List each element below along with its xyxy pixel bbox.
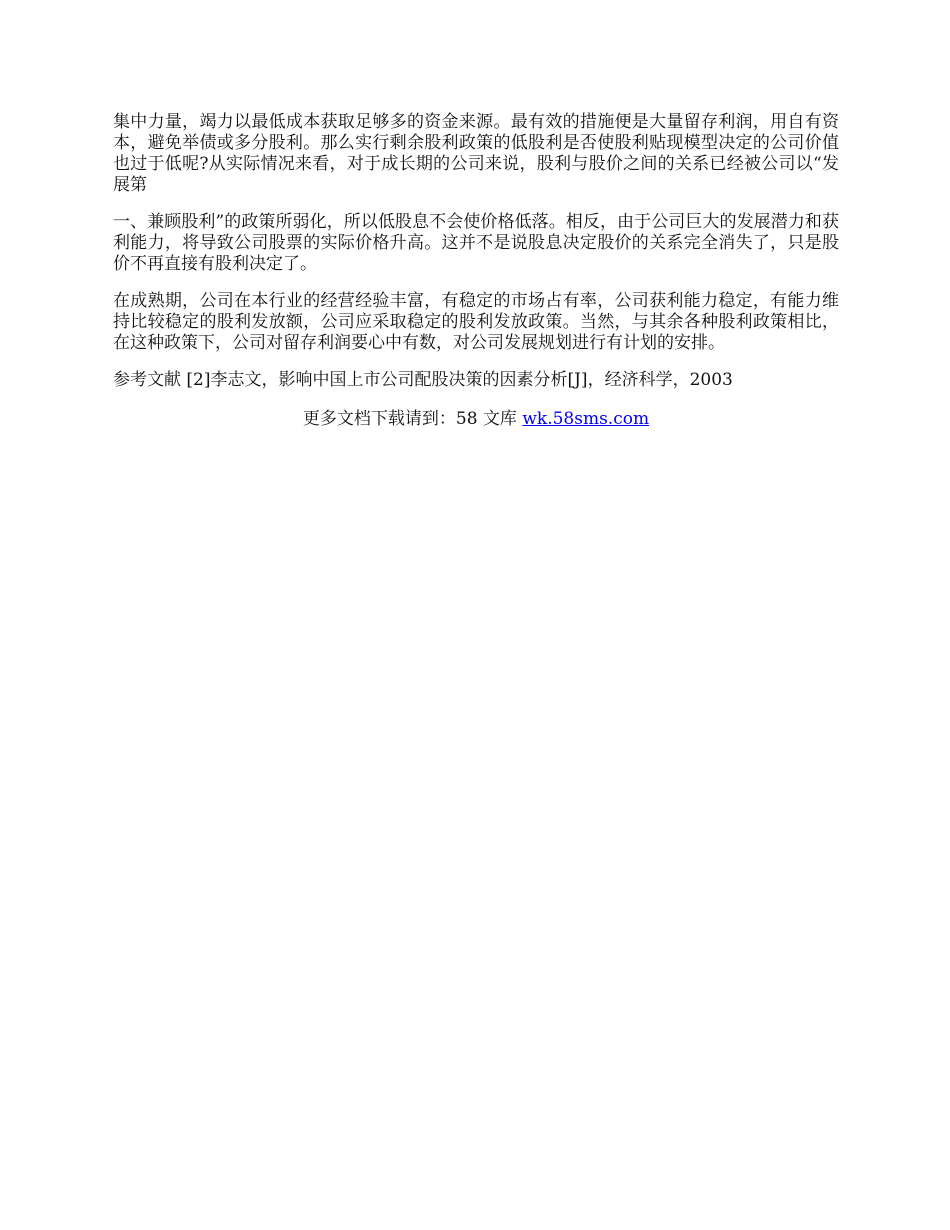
download-footer: [113, 409, 839, 430]
paragraph-2: 一、兼顾股利”的政策所弱化，所以低股息不会使价格低落。相反，由于公司巨大的发展潜力和获利能力，将导致公司股票的实际价格升高。这并不是说股息决定股价的关系完全消失了，只是股价不再直接有股利决定了。: [113, 212, 839, 274]
reference-line: 参考文献 [2]李志文，影响中国上市公司配股决策的因素分析[J]，经济科学，2003: [113, 370, 733, 390]
paragraph-1: 集中力量，竭力以最低成本获取足够多的资金来源。最有效的措施便是大量留存利润，用自有资本，避免举债或多分股利。那么实行剩余股利政策的低股利是否使股利贴现模型决定的公司价值也过于低呢?从实际情况来看，对于成长期的公司来说，股利与股价之间的关系已经被公司以“发展第: [113, 112, 839, 195]
document-body: [113, 112, 839, 430]
footer-prefix: 更多文档下载请到：58 文库: [302, 409, 523, 429]
paragraph-3: 在成熟期，公司在本行业的经营经验丰富，有稳定的市场占有率，公司获利能力稳定，有能力维持比较稳定的股利发放额，公司应采取稳定的股利发放政策。当然，与其余各种股利政策相比，在这种政策下，公司对留存利润要心中有数，对公司发展规划进行有计划的安排。: [113, 291, 839, 353]
footer-link[interactable]: wk.58sms.com: [522, 409, 650, 429]
